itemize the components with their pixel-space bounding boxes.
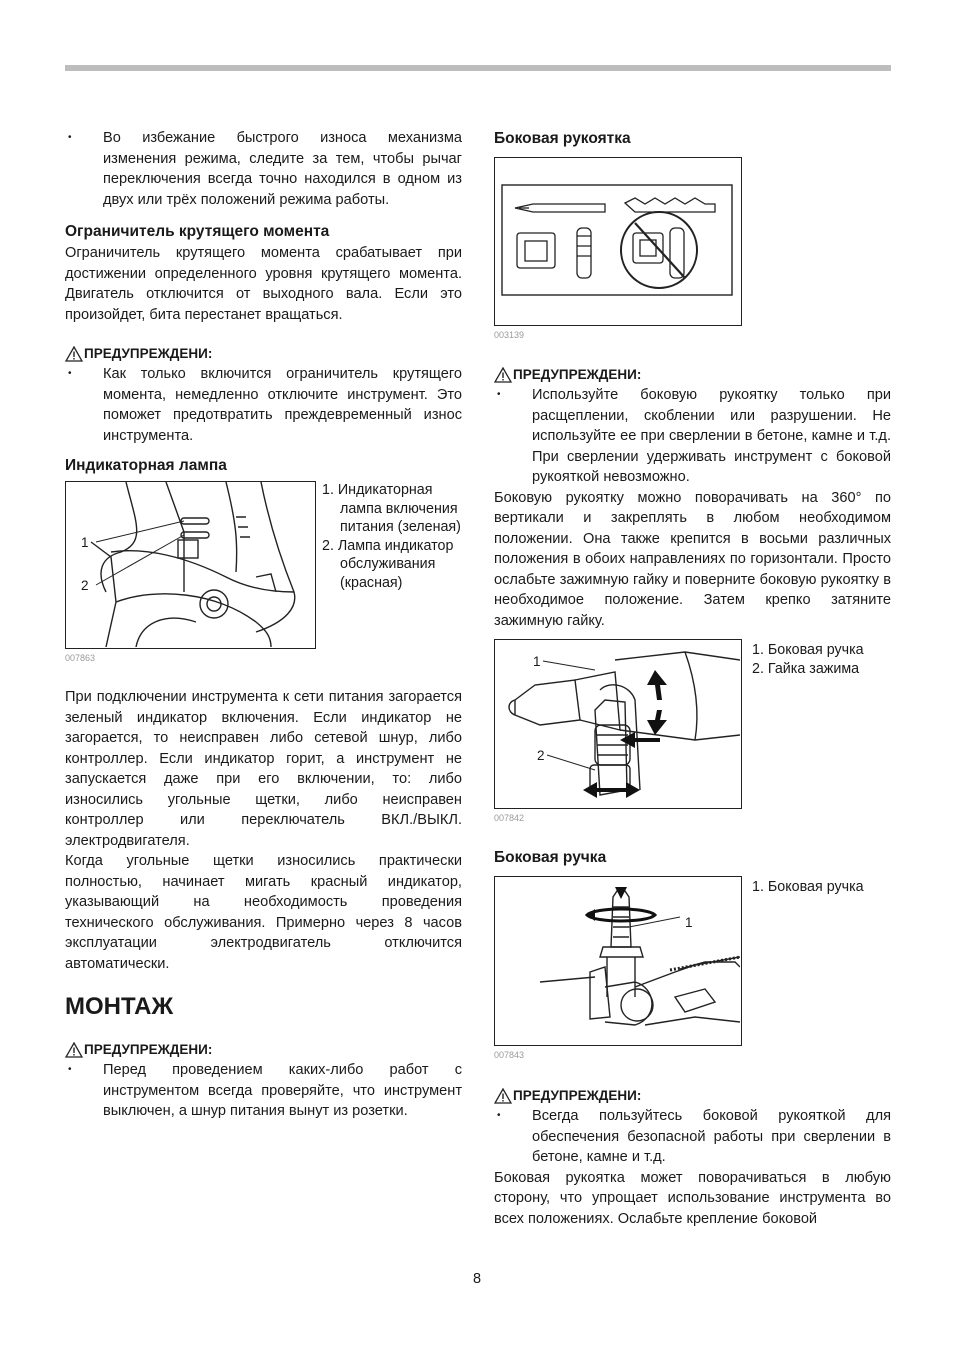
side-grip-callout-2: 2 bbox=[537, 748, 545, 763]
mode-symbols-figure bbox=[494, 157, 742, 326]
side-grip-figure bbox=[494, 639, 742, 809]
lamp-legend bbox=[322, 481, 462, 592]
side-handle-illustration bbox=[495, 877, 740, 1044]
side-handle-legend bbox=[752, 878, 892, 897]
side-handle-legend-item-1: 1. Боковая ручка bbox=[752, 879, 864, 895]
right-column bbox=[494, 128, 891, 1229]
torque-limiter-text: Ограничитель крутящего момента срабатывает при достижении определенного уровня крутящего момента. Двигатель отключится от выходного вала. Если это произойдет, бита перестанет вращаться. bbox=[65, 245, 462, 323]
header-rule bbox=[65, 65, 891, 71]
side-grip-legend-item-1: 1. Боковая ручка bbox=[752, 642, 864, 658]
side-handle-figure-block bbox=[494, 876, 891, 1066]
warning-triangle-icon bbox=[494, 367, 512, 383]
side-grip-warning-bullet: • Используйте боковую рукоятку только при расщеплении, скоблении или разрушении. Не используйте ее при сверлении в бетоне, камне и т.д. При сверлении удерживать инструмент с боковой рукояткой невозможно. bbox=[494, 385, 891, 488]
lamp-text-2: Когда угольные щетки износились практически полностью, начинает мигать красный индикатор, указывающий на необходимость проведения технического обслуживания. Примерно через 8 часов эксплуатации электродвигатель отключится автоматически. bbox=[65, 853, 462, 972]
warning-triangle-icon bbox=[65, 346, 83, 362]
left-column bbox=[65, 128, 462, 1122]
warning-triangle-icon bbox=[494, 1088, 512, 1104]
indicator-lamp-heading: Индикаторная лампа bbox=[65, 457, 227, 474]
indicator-lamp-figure bbox=[65, 481, 316, 649]
lamp-legend-item-2: 2. Лампа индикатор обслуживания (красная) bbox=[322, 537, 454, 591]
page-number: 8 bbox=[472, 1271, 482, 1287]
mode-lever-bullet: • Во избежание быстрого износа механизма изменения режима, следите за тем, чтобы рычаг переключения всегда точно находился в одном из двух или трёх положений режима работы. bbox=[65, 128, 462, 210]
side-grip-figure-block bbox=[494, 639, 891, 829]
warning-heading-assembly bbox=[65, 1040, 462, 1060]
lamp-figure-code: 007863 bbox=[65, 653, 96, 663]
side-grip-figure-code: 007842 bbox=[494, 813, 525, 823]
lamp-callout-2: 2 bbox=[81, 578, 89, 593]
warning-triangle-icon bbox=[65, 1042, 83, 1058]
lamp-callout-1: 1 bbox=[81, 535, 89, 550]
side-handle-figure-code: 007843 bbox=[494, 1050, 525, 1060]
side-handle-warning-bullet: • Всегда пользуйтесь боковой рукояткой для обеспечения безопасной работы при сверлении в бетоне, камне и т.д. bbox=[494, 1106, 891, 1168]
warning-heading-1 bbox=[65, 344, 462, 364]
warning-label: ПРЕДУПРЕЖДЕНИ: bbox=[513, 367, 642, 382]
mode-symbols-code: 003139 bbox=[494, 330, 525, 340]
assembly-heading: МОНТАЖ bbox=[65, 993, 174, 1020]
warning-label: ПРЕДУПРЕЖДЕНИ: bbox=[513, 1088, 642, 1103]
indicator-lamp-figure-block bbox=[65, 481, 462, 681]
warning-bullet-1: • Как только включится ограничитель крутящего момента, немедленно отключите инструмент. Это поможет предотвратить преждевременный износ инструмента. bbox=[65, 364, 462, 446]
side-grip-text: Боковую рукоятку можно поворачивать на 360° по вертикали и закреплять в любом необходимом положении. Она также крепится в восьми различных положения в обоих направлениях по горизонтали. Просто ослабьте зажимную гайку и поверните боковую рукоятку в необходимое положение. Затем крепко затяните зажимную гайку. bbox=[494, 489, 891, 629]
side-grip-legend-item-2: 2. Гайка зажима bbox=[752, 660, 860, 677]
warning-heading-side-handle bbox=[494, 1086, 891, 1106]
warning-heading-side-grip bbox=[494, 365, 891, 385]
lamp-legend-item-1: 1. Индикаторная лампа включения питания (зеленая) bbox=[322, 482, 461, 535]
side-grip-heading: Боковая рукоятка bbox=[494, 130, 631, 147]
side-handle-figure bbox=[494, 876, 742, 1046]
side-handle-text: Боковая рукоятка может поворачиваться в любую сторону, что упрощает использование инструмента во всех положениях. Ослабьте крепление боковой bbox=[494, 1169, 891, 1227]
assembly-warning-bullet: • Перед проведением каких-либо работ с инструментом всегда проверяйте, что инструмент выключен, а шнур питания вынут из розетки. bbox=[65, 1060, 462, 1122]
side-grip-callout-1: 1 bbox=[533, 654, 541, 669]
tool-lamps-illustration bbox=[66, 482, 314, 647]
side-handle-callout-1: 1 bbox=[685, 915, 693, 930]
torque-limiter-heading: Ограничитель крутящего момента bbox=[65, 223, 330, 240]
warning-label: ПРЕДУПРЕЖДЕНИ: bbox=[84, 346, 213, 361]
lamp-text-1: При подключении инструмента к сети питания загорается зеленый индикатор включения. Если индикатор не загорается, то неисправен либо сетевой шнур, либо контроллер. Если индикатор горит, а инструмент не запускается даже при его включении, то: либо износились угольные щетки, либо неисправен контроллер или переключатель ВКЛ./ВЫКЛ. электродвигателя. bbox=[65, 689, 462, 849]
side-grip-illustration bbox=[495, 640, 740, 807]
mode-symbols-illustration bbox=[495, 158, 740, 324]
side-handle-heading: Боковая ручка bbox=[494, 849, 607, 866]
warning-label: ПРЕДУПРЕЖДЕНИ: bbox=[84, 1042, 213, 1057]
side-grip-legend bbox=[752, 641, 892, 678]
